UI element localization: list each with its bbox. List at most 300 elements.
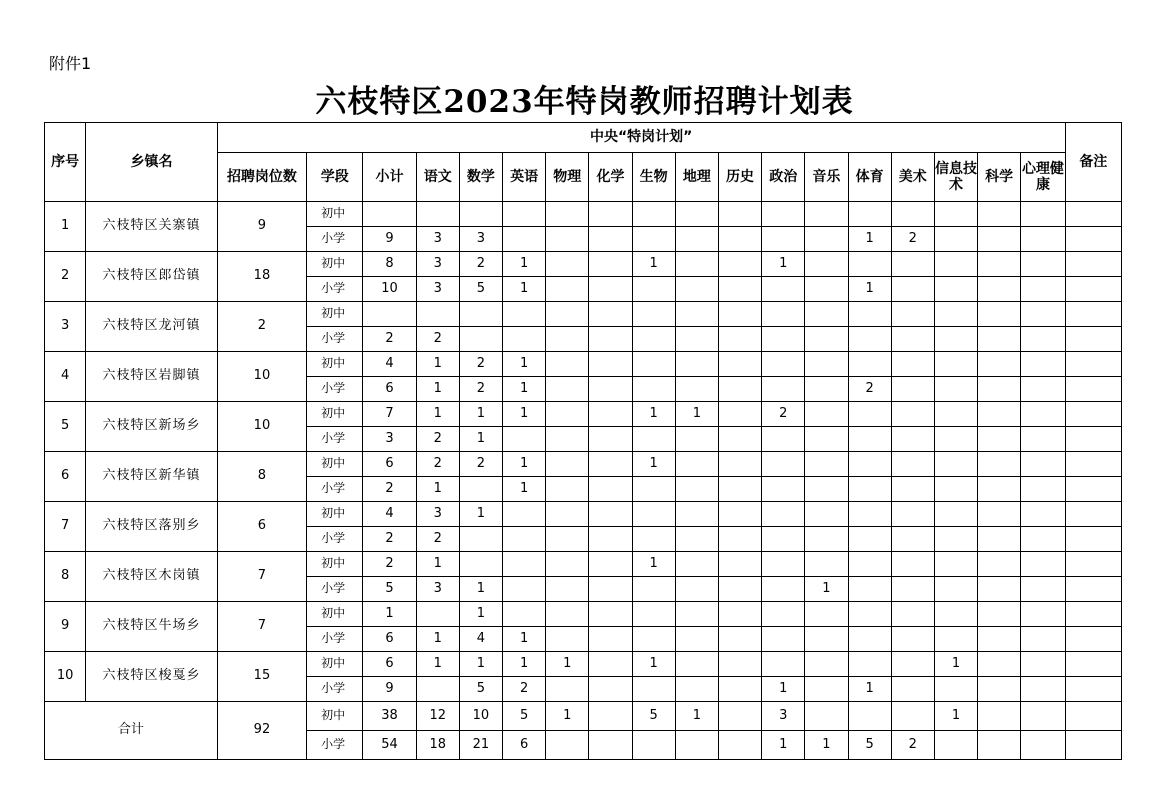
stage-cell: 小学 (307, 577, 363, 602)
value-cell (848, 427, 891, 452)
value-cell (1021, 602, 1065, 627)
header-col-4: 数学 (459, 153, 502, 202)
value-cell: 1 (762, 731, 805, 760)
value-cell (632, 377, 675, 402)
total-posts-cell: 15 (217, 652, 306, 702)
value-cell (891, 627, 934, 652)
value-cell: 4 (363, 352, 416, 377)
value-cell (546, 277, 589, 302)
value-cell: 5 (459, 277, 502, 302)
value-cell: 1 (416, 402, 459, 427)
value-cell (589, 252, 632, 277)
value-cell (978, 427, 1021, 452)
value-cell (589, 327, 632, 352)
value-cell (891, 577, 934, 602)
stage-cell: 初中 (307, 552, 363, 577)
remark-cell (1065, 302, 1121, 327)
value-cell (675, 302, 718, 327)
value-cell: 5 (459, 677, 502, 702)
remark-cell (1065, 352, 1121, 377)
value-cell: 3 (459, 227, 502, 252)
value-cell (718, 627, 761, 652)
value-cell (891, 552, 934, 577)
value-cell (589, 702, 632, 731)
value-cell (978, 527, 1021, 552)
value-cell (363, 302, 416, 327)
value-cell: 1 (848, 677, 891, 702)
table-row (45, 602, 1122, 627)
value-cell (934, 227, 977, 252)
value-cell (891, 427, 934, 452)
value-cell (632, 327, 675, 352)
value-cell: 21 (459, 731, 502, 760)
value-cell: 2 (416, 327, 459, 352)
value-cell: 2 (891, 227, 934, 252)
value-cell (762, 452, 805, 477)
value-cell (934, 677, 977, 702)
stage-cell: 小学 (307, 327, 363, 352)
value-cell (363, 202, 416, 227)
value-cell (632, 677, 675, 702)
stage-cell: 小学 (307, 731, 363, 760)
value-cell (589, 277, 632, 302)
value-cell (762, 627, 805, 652)
value-cell (891, 602, 934, 627)
value-cell (546, 427, 589, 452)
value-cell: 1 (675, 702, 718, 731)
value-cell: 6 (503, 731, 546, 760)
town-cell: 六枝特区郎岱镇 (86, 252, 218, 302)
value-cell (978, 327, 1021, 352)
value-cell (848, 302, 891, 327)
header-col-15: 信息技术 (934, 153, 977, 202)
value-cell (891, 202, 934, 227)
value-cell (589, 577, 632, 602)
town-cell: 六枝特区梭戛乡 (86, 652, 218, 702)
value-cell (718, 452, 761, 477)
value-cell (805, 702, 848, 731)
value-cell (934, 602, 977, 627)
value-cell (848, 652, 891, 677)
value-cell (718, 227, 761, 252)
value-cell: 6 (363, 377, 416, 402)
value-cell: 18 (416, 731, 459, 760)
value-cell (805, 552, 848, 577)
value-cell (891, 352, 934, 377)
stage-cell: 初中 (307, 402, 363, 427)
value-cell (934, 427, 977, 452)
value-cell (805, 202, 848, 227)
value-cell (675, 552, 718, 577)
value-cell: 2 (459, 452, 502, 477)
value-cell: 1 (503, 452, 546, 477)
value-cell (503, 502, 546, 527)
value-cell (848, 402, 891, 427)
stage-cell: 小学 (307, 227, 363, 252)
value-cell (1021, 352, 1065, 377)
value-cell (891, 502, 934, 527)
seq-cell: 2 (45, 252, 86, 302)
value-cell (1021, 527, 1065, 552)
value-cell: 1 (416, 477, 459, 502)
value-cell: 1 (805, 731, 848, 760)
value-cell (891, 477, 934, 502)
value-cell (805, 652, 848, 677)
value-cell: 2 (416, 452, 459, 477)
value-cell (589, 227, 632, 252)
value-cell (1021, 702, 1065, 731)
stage-cell: 初中 (307, 202, 363, 227)
value-cell (762, 377, 805, 402)
value-cell (589, 477, 632, 502)
value-cell (978, 731, 1021, 760)
value-cell: 1 (459, 402, 502, 427)
seq-cell: 6 (45, 452, 86, 502)
value-cell: 1 (459, 427, 502, 452)
value-cell (848, 352, 891, 377)
seq-cell: 5 (45, 402, 86, 452)
header-col-0: 招聘岗位数 (217, 153, 306, 202)
value-cell (762, 427, 805, 452)
town-cell: 六枝特区牛场乡 (86, 602, 218, 652)
value-cell (546, 477, 589, 502)
table-row (45, 702, 1122, 731)
value-cell (805, 677, 848, 702)
seq-cell: 9 (45, 602, 86, 652)
stage-cell: 初中 (307, 502, 363, 527)
remark-cell (1065, 277, 1121, 302)
value-cell: 1 (459, 577, 502, 602)
value-cell (805, 327, 848, 352)
value-cell (934, 352, 977, 377)
value-cell: 1 (805, 577, 848, 602)
value-cell (805, 627, 848, 652)
value-cell (675, 677, 718, 702)
value-cell (589, 452, 632, 477)
value-cell (1021, 477, 1065, 502)
value-cell (589, 302, 632, 327)
value-cell (805, 227, 848, 252)
recruitment-plan-table (44, 122, 1122, 760)
value-cell (589, 202, 632, 227)
value-cell (503, 602, 546, 627)
value-cell (632, 477, 675, 502)
value-cell (632, 352, 675, 377)
value-cell (589, 502, 632, 527)
value-cell (1021, 502, 1065, 527)
table-row (45, 352, 1122, 377)
value-cell: 2 (416, 527, 459, 552)
value-cell (891, 402, 934, 427)
value-cell (632, 202, 675, 227)
value-cell (848, 202, 891, 227)
value-cell (762, 302, 805, 327)
value-cell: 3 (416, 577, 459, 602)
value-cell (546, 377, 589, 402)
value-cell: 1 (934, 652, 977, 677)
value-cell: 2 (459, 252, 502, 277)
town-cell: 六枝特区关寨镇 (86, 202, 218, 252)
value-cell (459, 477, 502, 502)
value-cell (848, 602, 891, 627)
stage-cell: 初中 (307, 452, 363, 477)
value-cell (762, 277, 805, 302)
summary-label: 合计 (45, 702, 218, 760)
table-row (45, 552, 1122, 577)
value-cell: 2 (891, 731, 934, 760)
remark-cell (1065, 327, 1121, 352)
value-cell (589, 377, 632, 402)
value-cell (675, 731, 718, 760)
value-cell (718, 477, 761, 502)
value-cell (589, 552, 632, 577)
town-cell: 六枝特区落别乡 (86, 502, 218, 552)
value-cell: 1 (675, 402, 718, 427)
value-cell (805, 527, 848, 552)
value-cell (416, 602, 459, 627)
value-cell (459, 552, 502, 577)
value-cell (978, 552, 1021, 577)
remark-cell (1065, 452, 1121, 477)
value-cell (1021, 277, 1065, 302)
value-cell (762, 227, 805, 252)
value-cell: 1 (416, 552, 459, 577)
value-cell: 1 (459, 652, 502, 677)
value-cell (934, 477, 977, 502)
value-cell (675, 652, 718, 677)
stage-cell: 初中 (307, 352, 363, 377)
header-col-7: 化学 (589, 153, 632, 202)
value-cell: 38 (363, 702, 416, 731)
value-cell (503, 427, 546, 452)
stage-cell: 初中 (307, 602, 363, 627)
value-cell: 1 (416, 377, 459, 402)
value-cell (718, 731, 761, 760)
total-posts-cell: 10 (217, 402, 306, 452)
header-col-11: 政治 (762, 153, 805, 202)
value-cell: 2 (762, 402, 805, 427)
value-cell (718, 602, 761, 627)
value-cell: 1 (546, 702, 589, 731)
value-cell (459, 202, 502, 227)
value-cell (546, 227, 589, 252)
header-col-9: 地理 (675, 153, 718, 202)
header-seq: 序号 (45, 123, 86, 202)
value-cell (1021, 202, 1065, 227)
value-cell (934, 452, 977, 477)
value-cell (1021, 252, 1065, 277)
value-cell (675, 252, 718, 277)
value-cell: 1 (503, 252, 546, 277)
remark-cell (1065, 552, 1121, 577)
value-cell: 5 (503, 702, 546, 731)
value-cell (805, 452, 848, 477)
value-cell (546, 577, 589, 602)
remark-cell (1065, 527, 1121, 552)
header-col-12: 音乐 (805, 153, 848, 202)
value-cell (632, 502, 675, 527)
value-cell (934, 402, 977, 427)
value-cell (978, 677, 1021, 702)
value-cell (1021, 402, 1065, 427)
value-cell: 6 (363, 452, 416, 477)
value-cell: 6 (363, 627, 416, 652)
value-cell (503, 327, 546, 352)
stage-cell: 初中 (307, 702, 363, 731)
value-cell: 3 (416, 277, 459, 302)
value-cell: 9 (363, 227, 416, 252)
value-cell (762, 502, 805, 527)
value-cell (805, 477, 848, 502)
value-cell (459, 302, 502, 327)
value-cell (503, 302, 546, 327)
header-col-10: 历史 (718, 153, 761, 202)
stage-cell: 初中 (307, 252, 363, 277)
value-cell (978, 302, 1021, 327)
town-cell: 六枝特区龙河镇 (86, 302, 218, 352)
value-cell (805, 377, 848, 402)
attachment-label: 附件1 (49, 54, 92, 73)
value-cell: 54 (363, 731, 416, 760)
value-cell (632, 602, 675, 627)
value-cell (978, 627, 1021, 652)
value-cell (934, 327, 977, 352)
value-cell (934, 502, 977, 527)
stage-cell: 小学 (307, 427, 363, 452)
value-cell: 1 (546, 652, 589, 677)
value-cell (675, 352, 718, 377)
value-cell (762, 477, 805, 502)
value-cell (589, 527, 632, 552)
value-cell (978, 577, 1021, 602)
header-col-14: 美术 (891, 153, 934, 202)
value-cell (891, 252, 934, 277)
value-cell: 9 (363, 677, 416, 702)
remark-cell (1065, 702, 1121, 731)
value-cell (805, 302, 848, 327)
value-cell (762, 552, 805, 577)
value-cell (978, 652, 1021, 677)
value-cell: 1 (459, 502, 502, 527)
value-cell (546, 731, 589, 760)
value-cell (934, 627, 977, 652)
value-cell (675, 527, 718, 552)
value-cell (762, 577, 805, 602)
seq-cell: 7 (45, 502, 86, 552)
summary-total: 92 (217, 702, 306, 760)
remark-cell (1065, 402, 1121, 427)
value-cell (589, 731, 632, 760)
value-cell: 5 (632, 702, 675, 731)
value-cell: 2 (459, 377, 502, 402)
value-cell (1021, 627, 1065, 652)
value-cell (848, 327, 891, 352)
value-cell (718, 677, 761, 702)
value-cell (546, 627, 589, 652)
value-cell (1021, 552, 1065, 577)
value-cell (805, 352, 848, 377)
value-cell (978, 227, 1021, 252)
value-cell (1021, 377, 1065, 402)
header-town: 乡镇名 (86, 123, 218, 202)
value-cell (718, 277, 761, 302)
value-cell: 1 (848, 227, 891, 252)
stage-cell: 小学 (307, 677, 363, 702)
value-cell (848, 702, 891, 731)
value-cell (718, 652, 761, 677)
value-cell (503, 577, 546, 602)
value-cell (589, 427, 632, 452)
value-cell (848, 452, 891, 477)
value-cell (718, 252, 761, 277)
value-cell (934, 552, 977, 577)
value-cell (891, 302, 934, 327)
value-cell (978, 477, 1021, 502)
value-cell: 2 (363, 527, 416, 552)
value-cell: 1 (503, 627, 546, 652)
seq-cell: 1 (45, 202, 86, 252)
value-cell (718, 202, 761, 227)
value-cell: 10 (363, 277, 416, 302)
value-cell (632, 627, 675, 652)
value-cell: 1 (632, 252, 675, 277)
value-cell: 1 (503, 277, 546, 302)
value-cell (978, 702, 1021, 731)
value-cell (805, 602, 848, 627)
value-cell: 1 (762, 252, 805, 277)
page-title: 六枝特区2023年特岗教师招聘计划表 (315, 84, 854, 120)
value-cell (978, 252, 1021, 277)
value-cell: 1 (848, 277, 891, 302)
value-cell (675, 202, 718, 227)
value-cell (718, 702, 761, 731)
value-cell (1021, 677, 1065, 702)
remark-cell (1065, 602, 1121, 627)
stage-cell: 小学 (307, 627, 363, 652)
value-cell (978, 352, 1021, 377)
value-cell (503, 527, 546, 552)
value-cell (891, 377, 934, 402)
value-cell (675, 477, 718, 502)
value-cell (1021, 327, 1065, 352)
value-cell: 1 (632, 452, 675, 477)
header-col-6: 物理 (546, 153, 589, 202)
value-cell: 2 (363, 552, 416, 577)
value-cell (503, 227, 546, 252)
total-posts-cell: 9 (217, 202, 306, 252)
value-cell (805, 502, 848, 527)
value-cell (546, 302, 589, 327)
table-row (45, 502, 1122, 527)
header-col-5: 英语 (503, 153, 546, 202)
value-cell: 3 (416, 502, 459, 527)
stage-cell: 初中 (307, 302, 363, 327)
value-cell (546, 677, 589, 702)
value-cell (978, 277, 1021, 302)
remark-cell (1065, 652, 1121, 677)
value-cell (891, 677, 934, 702)
value-cell (891, 527, 934, 552)
value-cell: 2 (363, 327, 416, 352)
value-cell (459, 527, 502, 552)
header-col-8: 生物 (632, 153, 675, 202)
value-cell (675, 602, 718, 627)
value-cell: 6 (363, 652, 416, 677)
value-cell (1021, 731, 1065, 760)
value-cell (503, 552, 546, 577)
value-cell (762, 327, 805, 352)
value-cell (546, 602, 589, 627)
